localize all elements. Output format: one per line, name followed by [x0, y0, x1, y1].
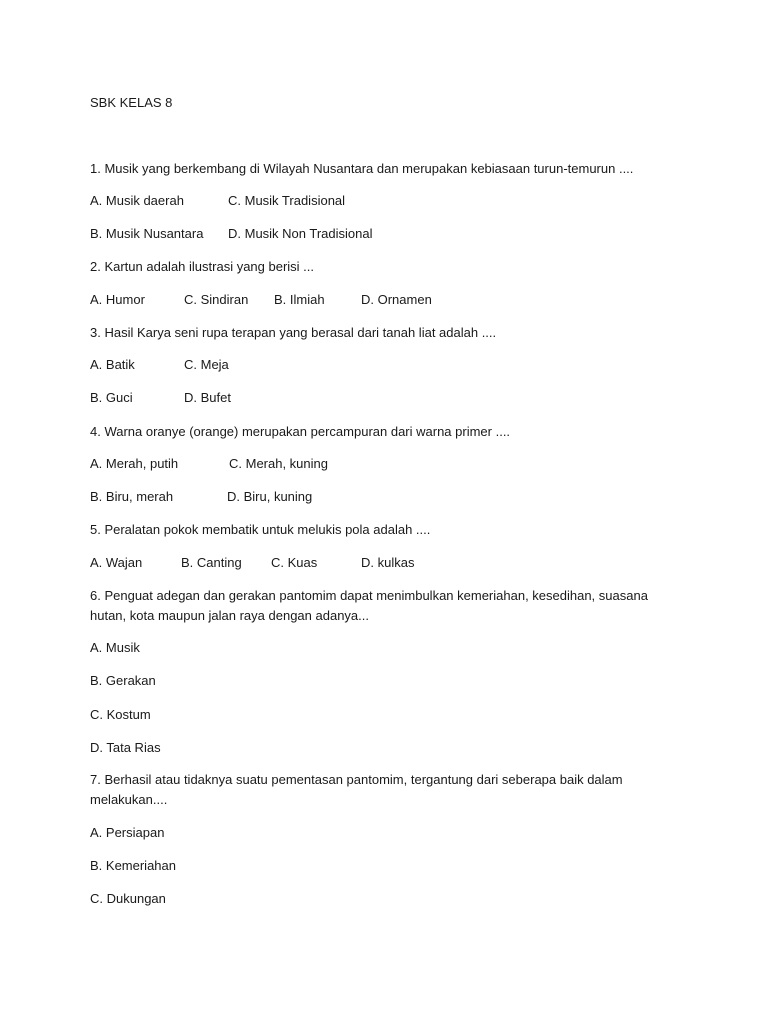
q5-option-a: A. Wajan	[90, 555, 143, 570]
q4-option-b: B. Biru, merah	[90, 489, 174, 504]
q7-option-c: C. Dukungan	[90, 891, 166, 906]
q2-option-d: D. Ornamen	[361, 292, 432, 307]
q6-option-d: D. Tata Rias	[90, 740, 161, 755]
question-2: 2. Kartun adalah ilustrasi yang berisi ...	[90, 259, 315, 274]
q4-option-d: D. Biru, kuning	[227, 489, 313, 504]
question-1: 1. Musik yang berkembang di Wilayah Nusantara dan merupakan kebiasaan turun-temurun ....	[90, 161, 634, 176]
q3-option-c: C. Meja	[184, 357, 229, 372]
q1-option-b: B. Musik Nusantara	[90, 226, 204, 241]
document-title: SBK KELAS 8	[90, 95, 173, 110]
q1-option-c: C. Musik Tradisional	[228, 193, 346, 208]
q3-option-a: A. Batik	[90, 357, 135, 372]
q6-option-c: C. Kostum	[90, 707, 151, 722]
q1-option-a: A. Musik daerah	[90, 193, 184, 208]
q6-option-a: A. Musik	[90, 640, 140, 655]
question-6: 6. Penguat adegan dan gerakan pantomim dapat menimbulkan kemeriahan, kesedihan, suasana hutan, kota maupun jalan raya dengan adanya...	[90, 588, 648, 623]
q2-option-a: A. Humor	[90, 292, 145, 307]
question-3: 3. Hasil Karya seni rupa terapan yang berasal dari tanah liat adalah ....	[90, 325, 497, 340]
question-5: 5. Peralatan pokok membatik untuk melukis pola adalah ....	[90, 522, 431, 537]
q3-option-d: D. Bufet	[184, 390, 231, 405]
q7-option-a: A. Persiapan	[90, 825, 165, 840]
q5-option-d: D. kulkas	[361, 555, 415, 570]
q5-option-c: C. Kuas	[271, 555, 318, 570]
q6-option-b: B. Gerakan	[90, 673, 156, 688]
q4-option-a: A. Merah, putih	[90, 456, 179, 471]
document-page	[90, 0, 690, 1024]
q7-option-b: B. Kemeriahan	[90, 858, 176, 873]
q2-option-b: B. Ilmiah	[274, 292, 325, 307]
question-7: 7. Berhasil atau tidaknya suatu pementasan pantomim, tergantung dari seberapa baik dalam melakukan....	[90, 772, 623, 807]
q2-option-c: C. Sindiran	[184, 292, 249, 307]
q3-option-b: B. Guci	[90, 390, 133, 405]
q4-option-c: C. Merah, kuning	[229, 456, 328, 471]
question-4: 4. Warna oranye (orange) merupakan percampuran dari warna primer ....	[90, 424, 511, 439]
q5-option-b: B. Canting	[181, 555, 242, 570]
q1-option-d: D. Musik Non Tradisional	[228, 226, 373, 241]
